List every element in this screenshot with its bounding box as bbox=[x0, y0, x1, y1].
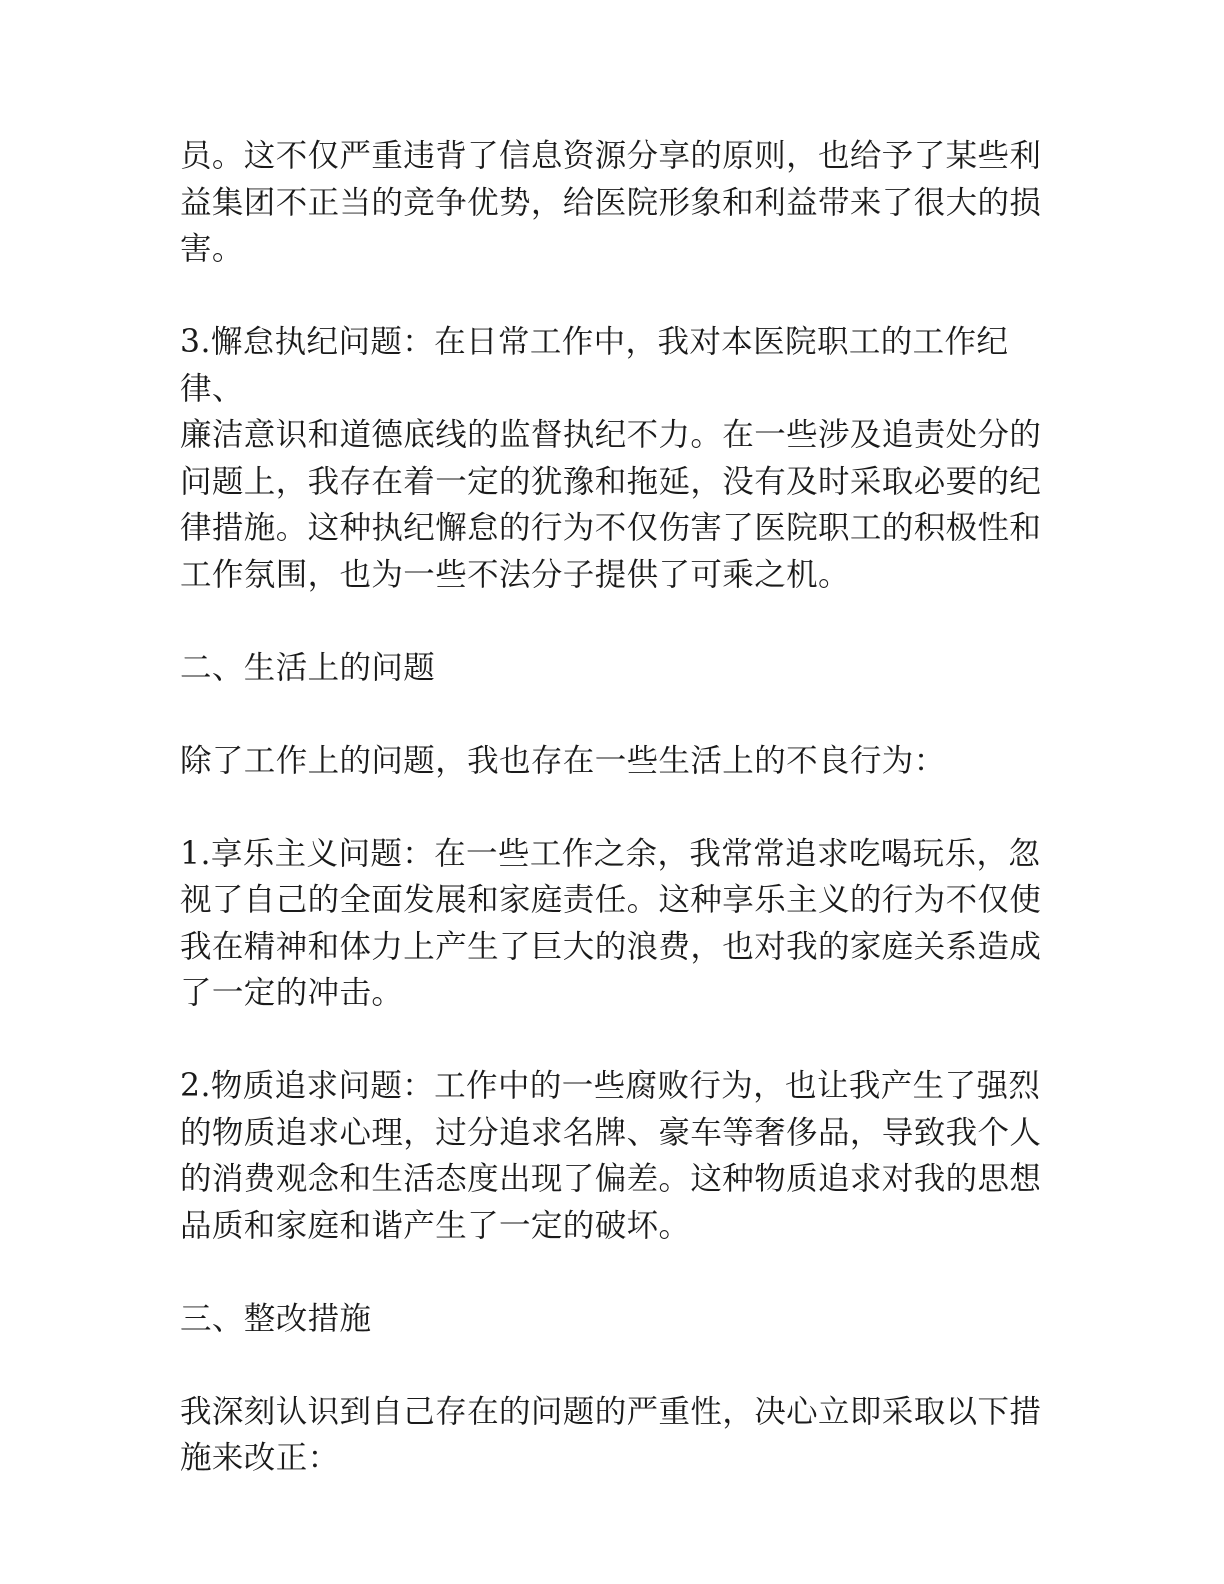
paragraph-lax-discipline: 3.懈怠执纪问题：在日常工作中，我对本医院职工的工作纪律、 廉洁意识和道德底线的监督执纪不力。在一些涉及追责处分的 问题上，我存在着一定的犹豫和拖延，没有及时采取必要的纪 律措施。这种执纪懈怠的行为不仅伤害了医院职工的积极性和 工作氛围，也为一些不法分子提供了可乘之机。 bbox=[180, 324, 1042, 593]
paragraph-spacer bbox=[180, 1017, 1060, 1064]
paragraph-continuation-info-sharing: 员。这不仅严重违背了信息资源分享的原则，也给予了某些利 益集团不正当的竞争优势，给医院形象和利益带来了很大的损 害。 bbox=[180, 138, 1042, 267]
paragraph-spacer bbox=[180, 1249, 1060, 1296]
paragraph-materialism: 2.物质追求问题：工作中的一些腐败行为，也让我产生了强烈 的物质追求心理，过分追求名牌、豪车等奢侈品，导致我个人 的消费观念和生活态度出现了偏差。这种物质追求对我的思想 品质和家庭和谐产生了一定的破坏。 bbox=[180, 1068, 1042, 1244]
paragraph-life-intro: 除了工作上的问题，我也存在一些生活上的不良行为： bbox=[180, 742, 946, 779]
paragraph-spacer bbox=[180, 784, 1060, 831]
paragraph-spacer bbox=[180, 1342, 1060, 1389]
section-heading-rectification: 三、整改措施 bbox=[180, 1300, 372, 1337]
section-heading-life-problems: 二、生活上的问题 bbox=[180, 649, 436, 686]
paragraph-spacer bbox=[180, 273, 1060, 320]
paragraph-spacer bbox=[180, 691, 1060, 738]
document-page bbox=[180, 133, 1060, 1482]
paragraph-hedonism: 1.享乐主义问题：在一些工作之余，我常常追求吃喝玩乐，忽 视了自己的全面发展和家庭责任。这种享乐主义的行为不仅使 我在精神和体力上产生了巨大的浪费，也对我的家庭关系造成 了一定的冲击。 bbox=[180, 835, 1042, 1011]
paragraph-spacer bbox=[180, 598, 1060, 645]
paragraph-rectification-intro: 我深刻认识到自己存在的问题的严重性，决心立即采取以下措 施来改正： bbox=[180, 1393, 1042, 1476]
